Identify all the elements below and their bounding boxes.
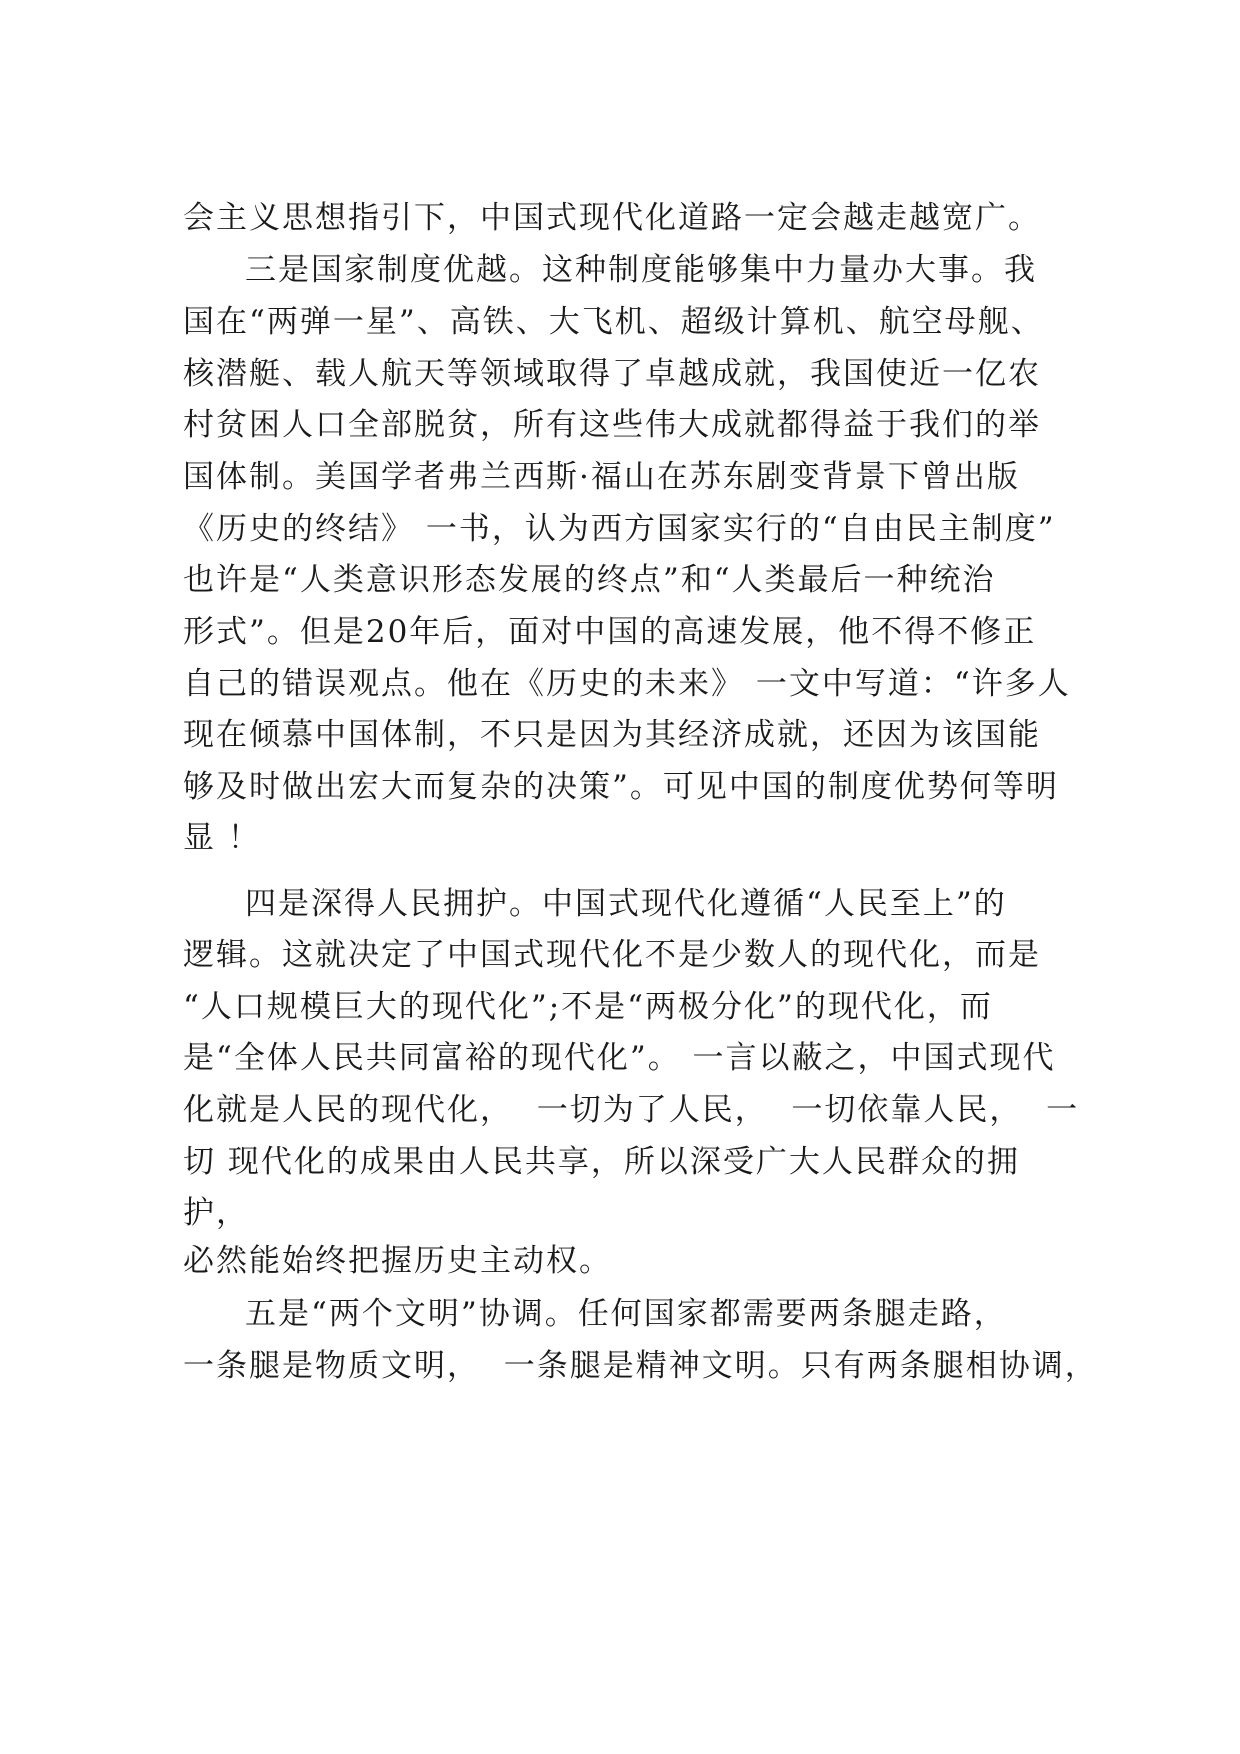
text-line-8: 也许是“人类意识形态发展的终点”和“人类最后一种统治: [183, 562, 996, 598]
text-line-13: 显 ！: [183, 820, 261, 856]
text-line-4: 核潜艇、载人航天等领域取得了卓越成就，我国使近一亿农: [183, 356, 1041, 392]
text-line-23: 一条腿是物质文明， 一条腿是精神文明。只有两条腿相协调，: [183, 1348, 1098, 1384]
text-line-12: 够及时做出宏大而复杂的决策”。可见中国的制度优势何等明: [183, 769, 1059, 805]
text-line-3: 国在“两弹一星”、高铁、大飞机、超级计算机、航空母舰、: [183, 304, 1044, 340]
text-line-21: 必然能始终把握历史主动权。: [183, 1243, 612, 1279]
text-line-1: 会主义思想指引下，中国式现代化道路一定会越走越宽广。: [183, 200, 1041, 236]
text-line-2: 三是国家制度优越。这种制度能够集中力量办大事。我: [245, 252, 1037, 288]
text-line-9: 形式”。但是20年后，面对中国的高速发展，他不得不修正: [183, 614, 1037, 650]
text-line-6: 国体制。美国学者弗兰西斯·福山在苏东剧变背景下曾出版: [183, 459, 1020, 495]
text-line-22: 五是“两个文明”协调。任何国家都需要两条腿走路，: [245, 1296, 1007, 1332]
text-line-18: 化就是人民的现代化， 一切为了人民， 一切依靠人民， 一: [183, 1092, 1080, 1128]
text-line-17: 是“全体人民共同富裕的现代化”。 一言以蔽之，中国式现代: [183, 1040, 1056, 1076]
text-line-14: 四是深得人民拥护。中国式现代化遵循“人民至上”的: [245, 886, 1007, 922]
text-line-15: 逻辑。这就决定了中国式现代化不是少数人的现代化，而是: [183, 937, 1041, 973]
text-line-7: 《历史的终结》 一书，认为西方国家实行的“自由民主制度”: [183, 511, 1056, 547]
text-line-10: 自己的错误观点。他在《历史的未来》 一文中写道：“许多人: [183, 666, 1071, 702]
text-line-20: 护，: [183, 1195, 249, 1231]
text-line-19: 切 现代化的成果由人民共享，所以深受广大人民群众的拥: [183, 1144, 1020, 1180]
text-line-5: 村贫困人口全部脱贫，所有这些伟大成就都得益于我们的举: [183, 407, 1041, 443]
text-line-16: “人口规模巨大的现代化”;不是“两极分化”的现代化，而: [183, 989, 993, 1025]
text-line-11: 现在倾慕中国体制，不只是因为其经济成就，还因为该国能: [183, 717, 1041, 753]
